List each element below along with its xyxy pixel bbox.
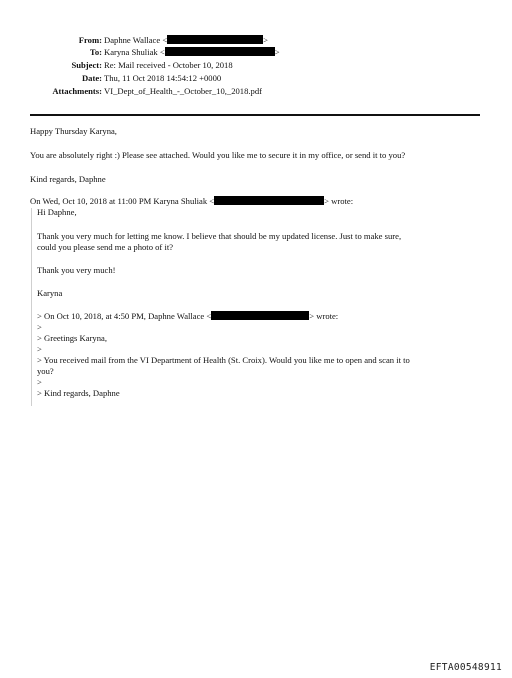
quote-marker: > [37,377,42,387]
body-line: You are absolutely right :) Please see attached. Would you like me to secure it in my office, or send it to you? [30,150,406,160]
date-label: Date: [81,73,102,83]
nested-line: > You received mail from the VI Department of Health (St. Croix). Would you like me to open and scan it to [37,355,410,365]
date-value: Thu, 11 Oct 2018 14:54:12 +0000 [104,73,222,83]
quoted-line: could you please send me a photo of it? [37,242,174,252]
from-value [104,34,268,46]
header-divider [30,114,480,116]
from-name: Daphne Wallace < [104,35,168,45]
attachments-label: Attachments: [52,86,102,96]
bates-number: EFTA00548911 [429,662,502,673]
to-label: To: [89,47,102,57]
signoff: Kind regards, Daphne [30,174,106,184]
nested-intro-end: > wrote: [309,311,339,321]
reply-intro-end: > wrote: [324,196,354,206]
quoted-line: Thank you very much for letting me know. I believe that should be my updated license. Just to make sure, [37,231,402,241]
quoted-thanks: Thank you very much! [37,265,116,275]
to-value [104,46,280,58]
nested-intro [37,311,338,322]
nested-line: you? [37,366,54,376]
quoted-name: Karyna [37,288,63,298]
to-end: > [274,47,280,57]
quote-bar [31,208,32,406]
reply-intro [30,196,353,207]
redaction-block [165,47,275,56]
redaction-block [211,311,309,320]
to-name: Karyna Shuliak < [104,47,165,57]
quote-marker: > [37,322,42,332]
redaction-block [167,35,263,44]
nested-intro-start: > On Oct 10, 2018, at 4:50 PM, Daphne Wallace < [37,311,212,321]
quoted-greeting: Hi Daphne, [37,207,77,217]
from-label: From: [78,35,102,45]
redaction-block [214,196,324,205]
reply-intro-start: On Wed, Oct 10, 2018 at 11:00 PM Karyna Shuliak < [30,196,215,206]
subject-label: Subject: [71,60,102,70]
subject-value: Re: Mail received - October 10, 2018 [104,60,233,70]
nested-signoff: > Kind regards, Daphne [37,388,120,398]
from-end: > [263,35,269,45]
attachment-filename: VI_Dept_of_Health_-_October_10,_2018.pdf [104,86,262,96]
greeting: Happy Thursday Karyna, [30,126,117,136]
quote-marker: > [37,344,42,354]
nested-greeting: > Greetings Karyna, [37,333,107,343]
